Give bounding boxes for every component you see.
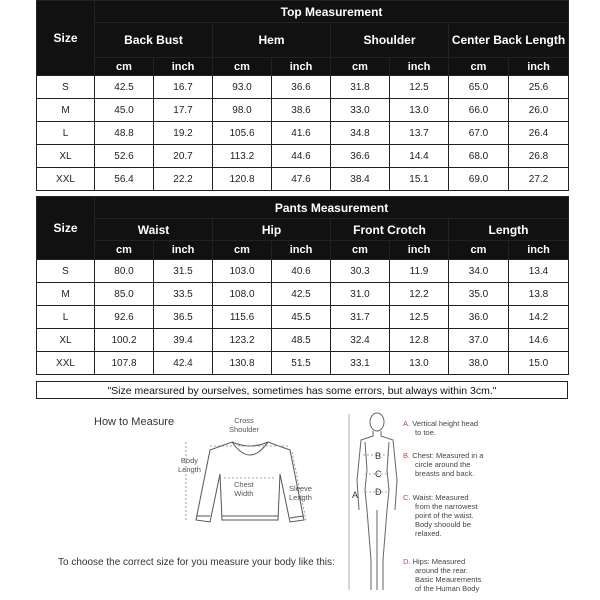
legend-line: circle around the <box>415 460 471 469</box>
value-cell: 36.0 <box>449 306 509 329</box>
value-cell: 33.5 <box>154 283 213 306</box>
legend-line: Waist: Measured <box>412 493 469 502</box>
legend-item-c <box>403 493 478 538</box>
value-cell: 115.6 <box>213 306 272 329</box>
table-row <box>37 76 569 99</box>
sleeve-length-label <box>289 484 312 502</box>
value-cell: 17.7 <box>154 99 213 122</box>
value-cell: 92.6 <box>95 306 154 329</box>
value-cell: 12.5 <box>390 306 449 329</box>
unit-header: inch <box>272 58 331 76</box>
value-cell: 120.8 <box>213 168 272 191</box>
table-row <box>37 122 569 145</box>
value-cell: 36.6 <box>272 76 331 99</box>
marker-d: D <box>375 487 382 497</box>
value-cell: 66.0 <box>449 99 509 122</box>
label-line: Length <box>178 465 201 474</box>
legend-item-d <box>403 557 481 593</box>
legend-item-a <box>403 419 478 437</box>
size-cell: S <box>37 76 95 99</box>
value-cell: 48.5 <box>272 329 331 352</box>
value-cell: 38.0 <box>449 352 509 375</box>
value-cell: 31.7 <box>331 306 390 329</box>
size-cell: XXL <box>37 352 95 375</box>
legend-key: A. <box>403 419 411 428</box>
top-col-header: Center Back Length <box>449 23 569 58</box>
value-cell: 40.6 <box>272 260 331 283</box>
legend-key: C. <box>403 493 411 502</box>
legend-key: D. <box>403 557 411 566</box>
legend-line: of the Human Body <box>415 584 480 593</box>
unit-header: inch <box>272 241 331 260</box>
value-cell: 42.4 <box>154 352 213 375</box>
value-cell: 35.0 <box>449 283 509 306</box>
unit-header: cm <box>95 241 154 260</box>
label-line: Width <box>234 489 254 498</box>
marker-b: B <box>375 451 382 461</box>
pants-measurement-table <box>36 196 569 375</box>
value-cell: 51.5 <box>272 352 331 375</box>
value-cell: 130.8 <box>213 352 272 375</box>
pants-col-header: Waist <box>95 219 213 241</box>
pants-col-header: Hip <box>213 219 331 241</box>
sweater-diagram <box>180 428 320 528</box>
value-cell: 107.8 <box>95 352 154 375</box>
value-cell: 45.5 <box>272 306 331 329</box>
table-row <box>37 260 569 283</box>
legend-item-b <box>403 451 483 478</box>
size-cell: M <box>37 99 95 122</box>
legend-line: to toe. <box>415 428 436 437</box>
value-cell: 93.0 <box>213 76 272 99</box>
size-cell: XL <box>37 329 95 352</box>
value-cell: 26.4 <box>509 122 569 145</box>
value-cell: 14.4 <box>390 145 449 168</box>
unit-header: cm <box>449 58 509 76</box>
value-cell: 98.0 <box>213 99 272 122</box>
table-row <box>37 352 569 375</box>
value-cell: 13.8 <box>509 283 569 306</box>
cross-shoulder-label <box>229 416 259 434</box>
body-figure-diagram <box>345 410 405 600</box>
value-cell: 52.6 <box>95 145 154 168</box>
unit-header: inch <box>509 58 569 76</box>
measurement-note: "Size mearsured by ourselves, sometimes has some errors, but always within 3cm." <box>36 381 568 399</box>
value-cell: 113.2 <box>213 145 272 168</box>
legend-line: around the rear. <box>415 566 468 575</box>
value-cell: 13.0 <box>390 99 449 122</box>
choose-size-text: To choose the correct size for you measure your body like this: <box>58 557 335 568</box>
value-cell: 44.6 <box>272 145 331 168</box>
label-line: Body <box>180 456 199 465</box>
value-cell: 31.8 <box>331 76 390 99</box>
size-cell: L <box>37 122 95 145</box>
value-cell: 36.6 <box>331 145 390 168</box>
legend-line: from the narrowest <box>415 502 478 511</box>
marker-a: A <box>352 490 359 500</box>
value-cell: 100.2 <box>95 329 154 352</box>
legend-line: point of the waist. <box>415 511 474 520</box>
value-cell: 69.0 <box>449 168 509 191</box>
value-cell: 20.7 <box>154 145 213 168</box>
top-measurement-table <box>36 0 569 191</box>
value-cell: 56.4 <box>95 168 154 191</box>
unit-header: inch <box>390 58 449 76</box>
value-cell: 31.5 <box>154 260 213 283</box>
value-cell: 34.0 <box>449 260 509 283</box>
value-cell: 31.0 <box>331 283 390 306</box>
legend-line: Basic Meaurements <box>415 575 482 584</box>
table-row <box>37 99 569 122</box>
unit-header: cm <box>213 58 272 76</box>
value-cell: 85.0 <box>95 283 154 306</box>
size-cell: S <box>37 260 95 283</box>
value-cell: 45.0 <box>95 99 154 122</box>
value-cell: 13.0 <box>390 352 449 375</box>
top-col-header: Shoulder <box>331 23 449 58</box>
value-cell: 123.2 <box>213 329 272 352</box>
value-cell: 15.0 <box>509 352 569 375</box>
unit-header: cm <box>213 241 272 260</box>
table-row <box>37 329 569 352</box>
label-line: Cross <box>234 416 254 425</box>
value-cell: 34.8 <box>331 122 390 145</box>
size-cell: L <box>37 306 95 329</box>
value-cell: 33.0 <box>331 99 390 122</box>
value-cell: 14.2 <box>509 306 569 329</box>
value-cell: 16.7 <box>154 76 213 99</box>
value-cell: 41.6 <box>272 122 331 145</box>
unit-header: cm <box>95 58 154 76</box>
pants-table-title: Pants Measurement <box>95 197 569 219</box>
value-cell: 14.6 <box>509 329 569 352</box>
label-line: Shoulder <box>229 425 260 434</box>
pants-col-header: Front Crotch <box>331 219 449 241</box>
value-cell: 48.8 <box>95 122 154 145</box>
value-cell: 80.0 <box>95 260 154 283</box>
value-cell: 30.3 <box>331 260 390 283</box>
value-cell: 68.0 <box>449 145 509 168</box>
chest-width-label <box>234 480 254 498</box>
value-cell: 12.8 <box>390 329 449 352</box>
value-cell: 27.2 <box>509 168 569 191</box>
value-cell: 38.6 <box>272 99 331 122</box>
unit-header: inch <box>154 58 213 76</box>
value-cell: 103.0 <box>213 260 272 283</box>
value-cell: 13.7 <box>390 122 449 145</box>
value-cell: 15.1 <box>390 168 449 191</box>
value-cell: 26.8 <box>509 145 569 168</box>
marker-c: C <box>375 469 382 479</box>
value-cell: 22.2 <box>154 168 213 191</box>
how-to-measure-title: How to Measure <box>94 416 175 428</box>
pants-size-header: Size <box>37 197 95 260</box>
top-col-header: Hem <box>213 23 331 58</box>
unit-header: inch <box>509 241 569 260</box>
value-cell: 67.0 <box>449 122 509 145</box>
value-cell: 11.9 <box>390 260 449 283</box>
legend-line: Vertical height head <box>412 419 479 428</box>
legend-line: relaxed. <box>415 529 442 538</box>
top-table-title: Top Measurement <box>95 1 569 23</box>
value-cell: 36.5 <box>154 306 213 329</box>
unit-header: cm <box>449 241 509 260</box>
value-cell: 26.0 <box>509 99 569 122</box>
value-cell: 42.5 <box>95 76 154 99</box>
value-cell: 13.4 <box>509 260 569 283</box>
value-cell: 37.0 <box>449 329 509 352</box>
value-cell: 38.4 <box>331 168 390 191</box>
size-cell: XXL <box>37 168 95 191</box>
unit-header: inch <box>390 241 449 260</box>
size-cell: M <box>37 283 95 306</box>
legend-line: Hips: Measured <box>412 557 466 566</box>
label-line: Length <box>289 493 312 502</box>
value-cell: 105.6 <box>213 122 272 145</box>
unit-header: cm <box>331 58 390 76</box>
label-line: Chest <box>234 480 254 489</box>
top-size-header: Size <box>37 1 95 76</box>
pants-col-header: Length <box>449 219 569 241</box>
value-cell: 19.2 <box>154 122 213 145</box>
value-cell: 12.5 <box>390 76 449 99</box>
value-cell: 39.4 <box>154 329 213 352</box>
value-cell: 47.6 <box>272 168 331 191</box>
value-cell: 42.5 <box>272 283 331 306</box>
legend-line: Chest: Measured in a <box>412 451 484 460</box>
legend-key: B. <box>403 451 411 460</box>
value-cell: 32.4 <box>331 329 390 352</box>
value-cell: 65.0 <box>449 76 509 99</box>
table-row <box>37 145 569 168</box>
value-cell: 33.1 <box>331 352 390 375</box>
value-cell: 108.0 <box>213 283 272 306</box>
unit-header: cm <box>331 241 390 260</box>
label-line: Sleeve <box>289 484 312 493</box>
body-length-label <box>178 456 201 474</box>
size-cell: XL <box>37 145 95 168</box>
unit-header: inch <box>154 241 213 260</box>
top-col-header: Back Bust <box>95 23 213 58</box>
table-row <box>37 168 569 191</box>
legend-line: Body shoould be <box>415 520 471 529</box>
value-cell: 25.6 <box>509 76 569 99</box>
legend-line: breasts and back. <box>415 469 475 478</box>
table-row <box>37 306 569 329</box>
table-row <box>37 283 569 306</box>
value-cell: 12.2 <box>390 283 449 306</box>
